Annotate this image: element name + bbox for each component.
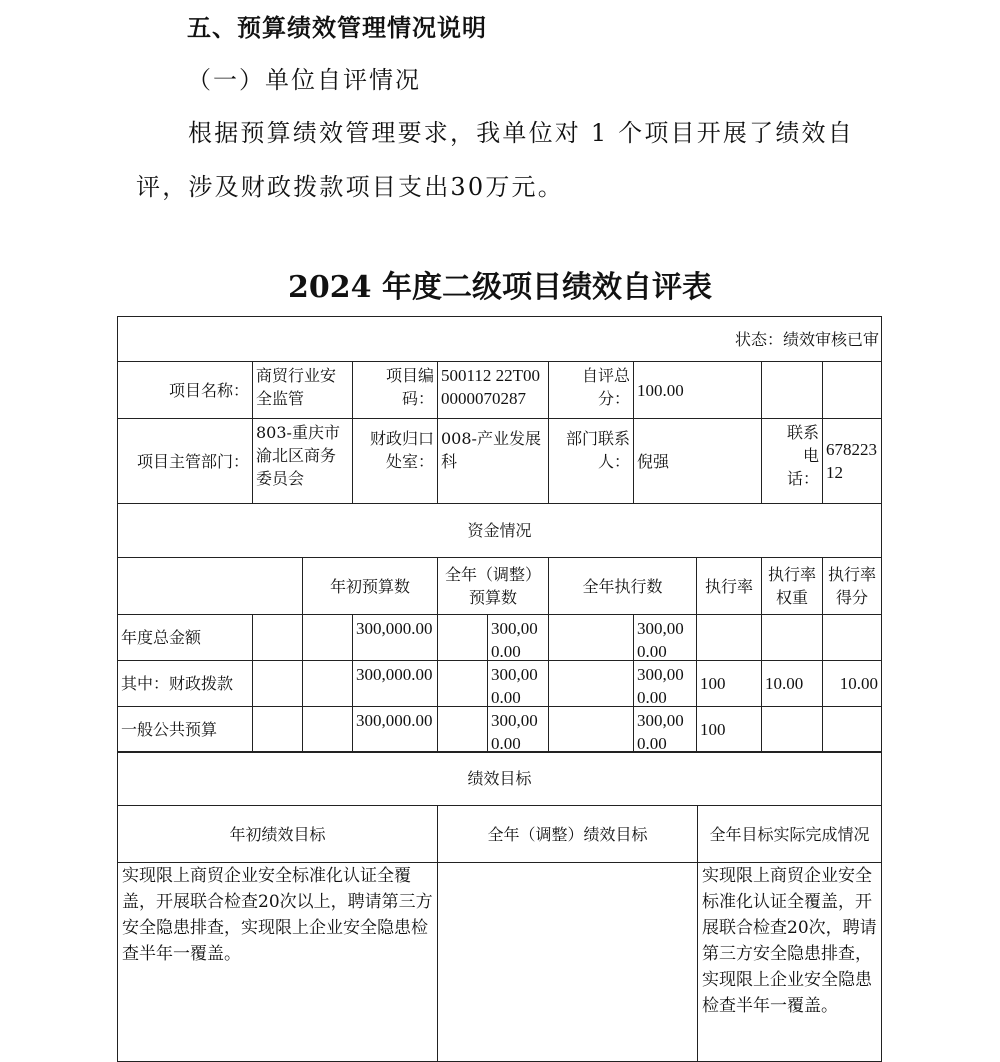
initial-budget-value: 300,000.00	[352, 614, 438, 661]
adjusted-budget-value: 300,000.00	[487, 706, 549, 753]
actual-goal-header: 全年目标实际完成情况	[697, 805, 882, 863]
project-code-value: 500112 22T000000070287	[437, 361, 549, 419]
score-value	[822, 706, 882, 753]
empty-cell	[548, 706, 634, 753]
finance-office-label: 财政归口处室：	[352, 418, 438, 504]
subsection-heading: （一）单位自评情况	[187, 66, 421, 94]
row-label: 年度总金额	[117, 614, 253, 661]
adjusted-budget-value: 300,000.00	[487, 614, 549, 661]
empty-cell	[117, 557, 303, 615]
empty-cell	[302, 706, 353, 753]
empty-cell	[302, 614, 353, 661]
adjusted-budget-header: 全年（调整）预算数	[437, 557, 549, 615]
exec-rate-value: 100	[696, 660, 762, 707]
contact-label: 部门联系人：	[548, 418, 634, 504]
adjusted-budget-value: 300,000.00	[487, 660, 549, 707]
weight-value	[761, 706, 823, 753]
self-score-label: 自评总分：	[548, 361, 634, 419]
initial-budget-value: 300,000.00	[352, 660, 438, 707]
empty-cell	[302, 660, 353, 707]
executed-header: 全年执行数	[548, 557, 697, 615]
executed-value: 300,000.00	[633, 706, 697, 753]
empty-cell	[437, 660, 488, 707]
score-header: 执行率得分	[822, 557, 882, 615]
dept-value: 803-重庆市渝北区商务委员会	[252, 418, 353, 504]
empty-cell	[252, 660, 303, 707]
goals-section-title: 绩效目标	[117, 751, 882, 806]
project-name-value: 商贸行业安全监管	[252, 361, 353, 419]
exec-rate-value	[696, 614, 762, 661]
funds-section-title: 资金情况	[117, 503, 882, 558]
executed-value: 300,000.00	[633, 660, 697, 707]
empty-cell	[437, 706, 488, 753]
phone-label: 联系电话：	[761, 418, 823, 504]
project-code-label: 项目编码：	[352, 361, 438, 419]
row-label: 一般公共预算	[117, 706, 253, 753]
score-value: 10.00	[822, 660, 882, 707]
table-title: 2024 年度二级项目绩效自评表	[288, 270, 712, 305]
section-heading: 五、预算绩效管理情况说明	[187, 14, 487, 42]
exec-rate-value: 100	[696, 706, 762, 753]
empty-cell	[548, 660, 634, 707]
phone-value: 67822312	[822, 418, 882, 504]
empty-cell	[252, 614, 303, 661]
status-cell: 状态：绩效审核已审	[117, 316, 882, 362]
row-label: 其中：财政拨款	[117, 660, 253, 707]
empty-cell	[252, 706, 303, 753]
executed-value: 300,000.00	[633, 614, 697, 661]
initial-budget-header: 年初预算数	[302, 557, 438, 615]
weight-value	[761, 614, 823, 661]
actual-goal-text: 实现限上商贸企业安全标准化认证全覆盖，开展联合检查20次，聘请第三方安全隐患排查，实现限上企业安全隐患检查半年一覆盖。	[697, 862, 882, 1062]
weight-value: 10.00	[761, 660, 823, 707]
initial-goal-header: 年初绩效目标	[117, 805, 438, 863]
weight-header: 执行率权重	[761, 557, 823, 615]
empty-cell	[822, 361, 882, 419]
exec-rate-header: 执行率	[696, 557, 762, 615]
intro-paragraph: 根据预算绩效管理要求，我单位对 1 个项目开展了绩效自评，涉及财政拨款项目支出30万元。	[136, 119, 854, 201]
finance-office-value: 008-产业发展科	[437, 418, 549, 504]
self-score-value: 100.00	[633, 361, 762, 419]
adjusted-goal-header: 全年（调整）绩效目标	[437, 805, 698, 863]
initial-goal-text: 实现限上商贸企业安全标准化认证全覆盖，开展联合检查20次以上，聘请第三方安全隐患排查，实现限上企业安全隐患检查半年一覆盖。	[117, 862, 438, 1062]
initial-budget-value: 300,000.00	[352, 706, 438, 753]
adjusted-goal-text	[437, 862, 698, 1062]
project-name-label: 项目名称：	[117, 361, 253, 419]
empty-cell	[437, 614, 488, 661]
empty-cell	[761, 361, 823, 419]
dept-label: 项目主管部门：	[117, 418, 253, 504]
empty-cell	[548, 614, 634, 661]
contact-value: 倪强	[633, 418, 762, 504]
score-value	[822, 614, 882, 661]
